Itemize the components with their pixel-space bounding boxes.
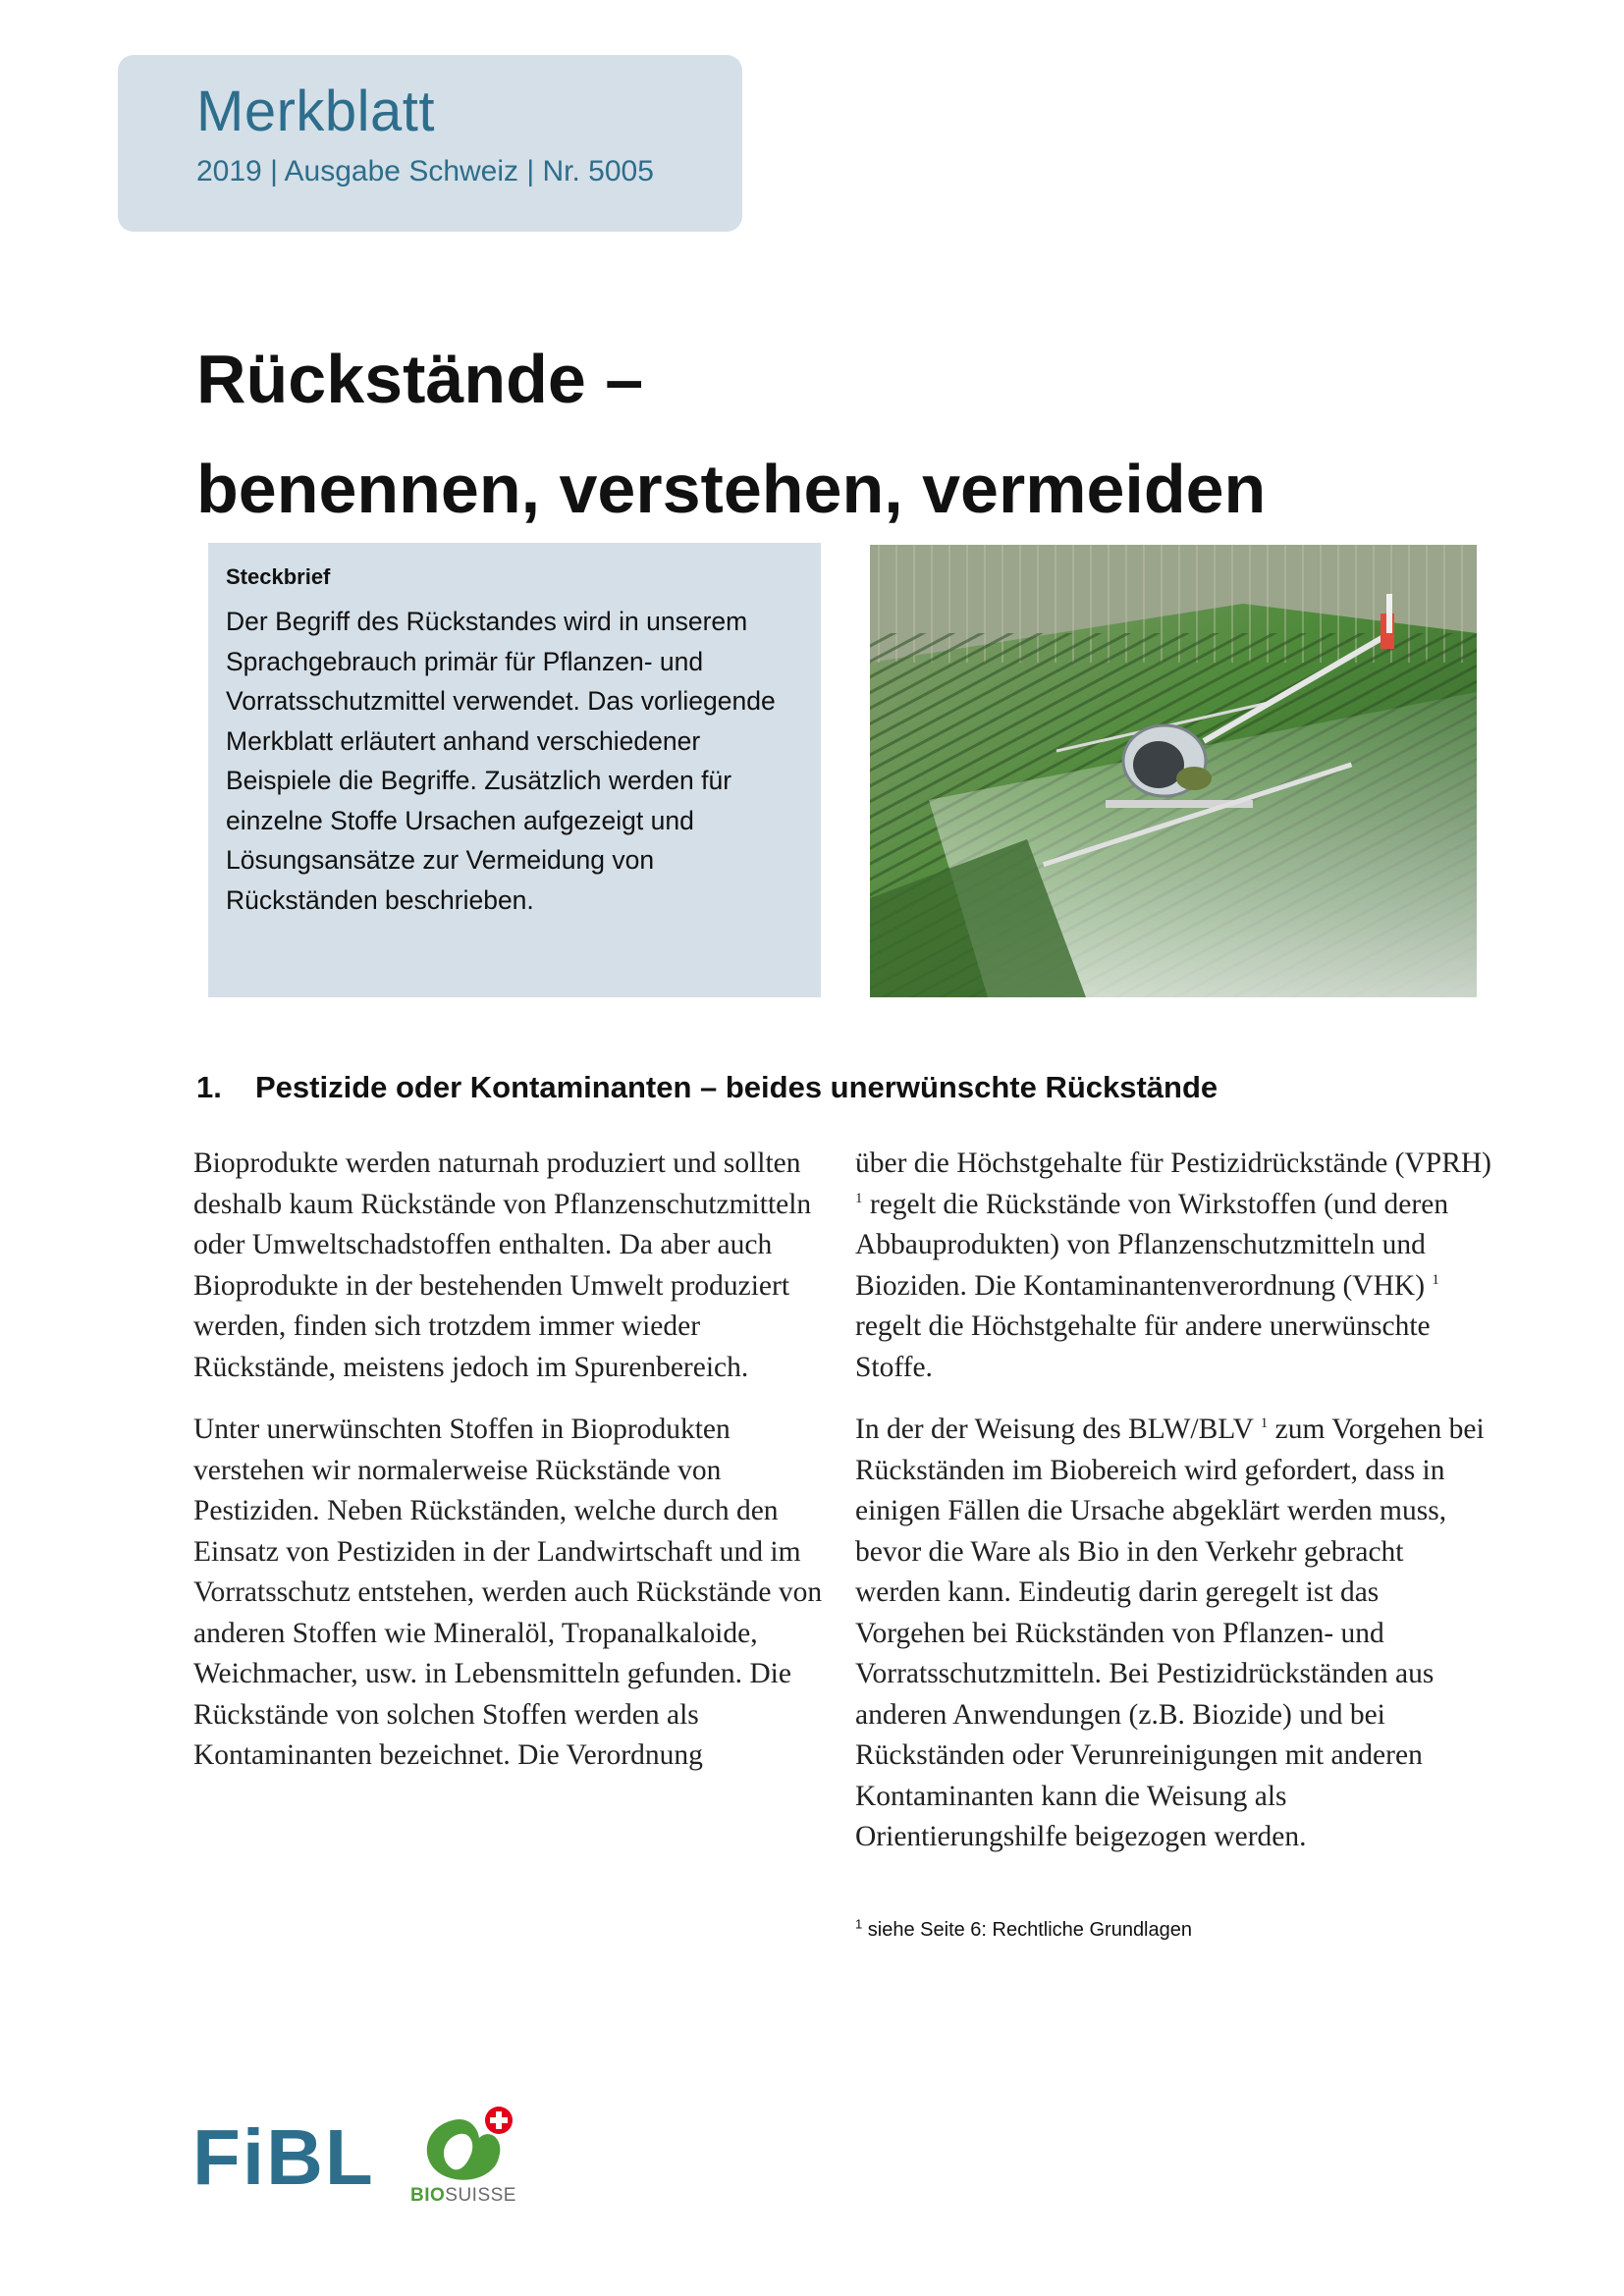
footnote-ref: 1	[1260, 1415, 1269, 1432]
footnote-ref: 1	[1432, 1271, 1439, 1288]
paragraph-4-a: In der der Weisung des BLW/BLV	[855, 1414, 1254, 1445]
profile-box	[208, 543, 821, 997]
section-heading	[196, 1070, 1218, 1105]
paragraph-2: Unter unerwünschten Stoffen in Bioprodukten verstehen wir normalerweise Rückstände von Pestiziden. Neben Rückständen, welche durch den Einsatz von Pestiziden in der Landwirtschaft und im Vorratsschutz entstehen, werden auch Rückstände von anderen Stoffen wie Mineralöl, Tropanalkaloide, Weichmacher, usw. in Lebensmitteln gefunden. Die Rückstände von solchen Stoffen werden als Kontaminanten bezeichnet. Die Verordnung	[193, 1414, 823, 1771]
section-title-text: Pestizide oder Kontaminanten – beides unerwünschte Rückstände	[255, 1070, 1218, 1104]
paragraph-3	[855, 1144, 1493, 1388]
fibl-logo: FiBL	[192, 2113, 375, 2201]
biosuisse-logo	[410, 2185, 516, 2207]
header-subtitle: 2019 | Ausgabe Schweiz | Nr. 5005	[196, 155, 654, 187]
page-title-line2: benennen, verstehen, vermeiden	[196, 451, 1267, 527]
paragraph-3-a: über die Höchstgehalte für Pestizidrückstände (VPRH)	[855, 1148, 1492, 1179]
profile-heading: Steckbrief	[226, 564, 331, 589]
helicopter-photo	[870, 545, 1477, 997]
footnote-marker: 1	[855, 1916, 863, 1932]
page-title	[196, 324, 1532, 544]
column-right	[855, 1144, 1493, 1880]
biosuisse-bio: BIO	[410, 2185, 446, 2206]
helicopter-spraying-vineyard-icon	[870, 545, 1477, 997]
profile-text: Der Begriff des Rückstandes wird in unserem Sprachgebrauch primär für Pflanzen- und Vorratsschutzmittel verwendet. Das vorliegende Merkblatt erläutert anhand verschiedener Beispiele die Begriffe. Zusätzlich werden für einzelne Stoffe Ursachen aufgezeigt und Lösungsansätze zur Vermeidung von Rückständen beschrieben.	[226, 607, 776, 915]
paragraph-3-b: regelt die Rückstände von Wirkstoffen (und deren Abbauprodukten) von Pflanzenschutzmitteln und Bioziden. Die Kontaminantenverordnung (VHK)	[855, 1188, 1449, 1302]
section-number: 1.	[196, 1070, 222, 1104]
paragraph-4	[855, 1410, 1493, 1858]
column-left	[193, 1144, 832, 1798]
paragraph-4-b: zum Vorgehen bei Rückständen im Biobereich wird gefordert, dass in einigen Fällen die Ursache abgeklärt werden muss, bevor die Ware als Bio in den Verkehr gebracht werden kann. Eindeutig darin geregelt ist das Vorgehen bei Rückständen von Pflanzen- und Vorratsschutzmitteln. Bei Pestizidrückständen aus anderen Anwendungen (z.B. Biozide) und bei Rückständen oder Verunreinigungen mit anderen Kontaminanten kann die Weisung als Orientierungshilfe beigezogen werden.	[855, 1414, 1485, 1852]
header-title: Merkblatt	[196, 80, 436, 143]
page-title-line1: Rückstände –	[196, 341, 644, 417]
footnote-ref: 1	[855, 1190, 863, 1206]
paragraph-3-c: regelt die Höchstgehalte für andere unerwünschte Stoffe.	[855, 1310, 1431, 1383]
paragraph-1: Bioprodukte werden naturnah produziert und sollten deshalb kaum Rückstände von Pflanzenschutzmitteln oder Umweltschadstoffen enthalten. Da aber auch Bioprodukte in der bestehenden Umwelt produziert werden, finden sich trotzdem immer wieder Rückstände, meistens jedoch im Spurenbereich.	[193, 1148, 812, 1383]
biosuisse-suisse: SUISSE	[445, 2185, 516, 2206]
header-box	[118, 55, 742, 232]
footnote	[855, 1916, 1192, 1942]
footnote-text: siehe Seite 6: Rechtliche Grundlagen	[862, 1919, 1192, 1941]
